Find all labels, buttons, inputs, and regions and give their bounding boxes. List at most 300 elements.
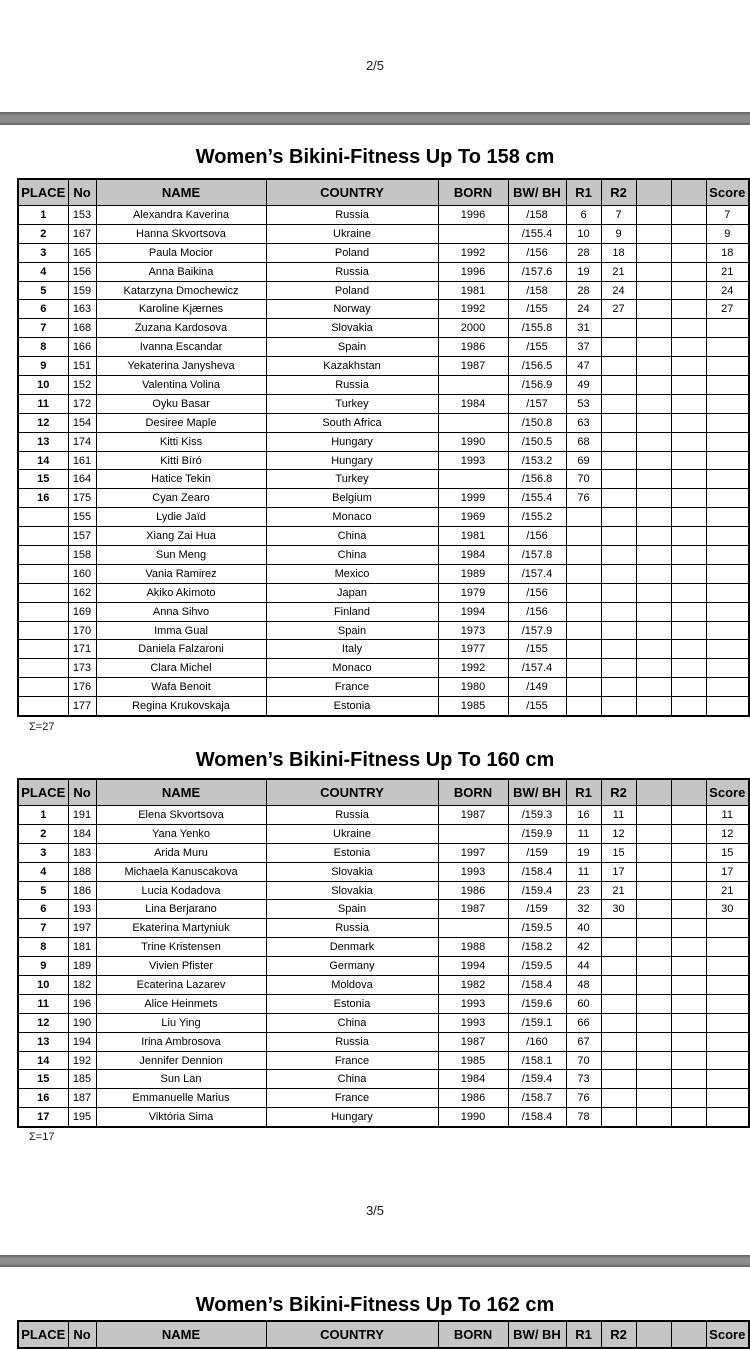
cell-blank <box>671 862 706 881</box>
table-row <box>18 1051 749 1070</box>
cell-score <box>706 994 749 1013</box>
cell-place <box>18 508 68 527</box>
cell-blank <box>671 243 706 262</box>
table-title-160: Women’s Bikini-Fitness Up To 160 cm <box>195 749 555 771</box>
cell-r2 <box>601 432 636 451</box>
cell-blank <box>671 976 706 995</box>
column-header-blank <box>671 779 706 806</box>
cell-country: Russia <box>266 206 438 225</box>
cell-place: 12 <box>18 413 68 432</box>
cell-blank <box>636 546 671 565</box>
cell-country: Estonia <box>266 697 438 716</box>
cell-bwbh: /160 <box>508 1032 566 1051</box>
cell-blank <box>636 583 671 602</box>
cell-blank <box>636 697 671 716</box>
cell-r1: 78 <box>566 1108 601 1127</box>
cell-born: 1973 <box>438 621 508 640</box>
cell-born: 1985 <box>438 1051 508 1070</box>
cell-place: 10 <box>18 376 68 395</box>
cell-country: Ukraine <box>266 824 438 843</box>
cell-born <box>438 824 508 843</box>
column-header-place: PLACE <box>18 179 68 206</box>
cell-score: 30 <box>706 900 749 919</box>
cell-born: 1987 <box>438 900 508 919</box>
cell-name: Kitti Bíró <box>96 451 266 470</box>
table-row <box>18 678 749 697</box>
cell-r2 <box>601 1070 636 1089</box>
cell-blank <box>671 697 706 716</box>
cell-country: Russia <box>266 262 438 281</box>
table-row <box>18 300 749 319</box>
column-header-bwbh: BW/ BH <box>508 1321 566 1348</box>
cell-country: Mexico <box>266 564 438 583</box>
cell-bwbh: /159.3 <box>508 806 566 825</box>
table-row <box>18 546 749 565</box>
cell-bwbh: /149 <box>508 678 566 697</box>
cell-name: Lucia Kodadova <box>96 881 266 900</box>
cell-born: 1986 <box>438 338 508 357</box>
cell-blank <box>636 508 671 527</box>
cell-blank <box>671 583 706 602</box>
cell-country: Denmark <box>266 938 438 957</box>
cell-blank <box>636 881 671 900</box>
cell-no: 194 <box>68 1032 96 1051</box>
cell-r1: 47 <box>566 357 601 376</box>
cell-r2: 9 <box>601 224 636 243</box>
cell-blank <box>636 413 671 432</box>
cell-r1: 24 <box>566 300 601 319</box>
cell-blank <box>636 262 671 281</box>
cell-r2 <box>601 1108 636 1127</box>
cell-born: 1989 <box>438 564 508 583</box>
cell-name: Emmanuelle Marius <box>96 1089 266 1108</box>
cell-country: China <box>266 1013 438 1032</box>
cell-blank <box>636 621 671 640</box>
table-row <box>18 602 749 621</box>
table-row <box>18 489 749 508</box>
table-row <box>18 413 749 432</box>
cell-born: 1984 <box>438 546 508 565</box>
cell-r2 <box>601 697 636 716</box>
cell-country: Japan <box>266 583 438 602</box>
cell-score <box>706 938 749 957</box>
results-table-158 <box>17 178 750 717</box>
cell-r1: 69 <box>566 451 601 470</box>
table-header-row <box>18 1321 749 1348</box>
cell-r2 <box>601 470 636 489</box>
cell-blank <box>671 206 706 225</box>
cell-r1: 53 <box>566 394 601 413</box>
cell-r1: 68 <box>566 432 601 451</box>
cell-name: Daniela Falzaroni <box>96 640 266 659</box>
cell-born: 1996 <box>438 262 508 281</box>
cell-score <box>706 957 749 976</box>
cell-blank <box>671 843 706 862</box>
cell-bwbh: /158.7 <box>508 1089 566 1108</box>
cell-place: 2 <box>18 224 68 243</box>
cell-name: Cyan Zearo <box>96 489 266 508</box>
cell-blank <box>671 881 706 900</box>
table-row <box>18 470 749 489</box>
column-header-blank <box>671 179 706 206</box>
cell-score: 24 <box>706 281 749 300</box>
cell-no: 195 <box>68 1108 96 1127</box>
cell-born: 1988 <box>438 938 508 957</box>
cell-r1: 70 <box>566 1051 601 1070</box>
cell-r2: 12 <box>601 824 636 843</box>
cell-name: Viktória Sima <box>96 1108 266 1127</box>
cell-blank <box>671 919 706 938</box>
cell-r2 <box>601 1013 636 1032</box>
cell-r2 <box>601 546 636 565</box>
cell-no: 176 <box>68 678 96 697</box>
cell-born: 1993 <box>438 862 508 881</box>
cell-country: Ukraine <box>266 224 438 243</box>
cell-no: 161 <box>68 451 96 470</box>
cell-blank <box>671 262 706 281</box>
cell-score: 9 <box>706 224 749 243</box>
cell-no: 157 <box>68 527 96 546</box>
cell-no: 163 <box>68 300 96 319</box>
cell-blank <box>636 919 671 938</box>
cell-name: Sun Meng <box>96 546 266 565</box>
cell-r1: 70 <box>566 470 601 489</box>
cell-score: 11 <box>706 806 749 825</box>
cell-r1: 19 <box>566 262 601 281</box>
cell-blank <box>671 1108 706 1127</box>
cell-born: 1984 <box>438 394 508 413</box>
cell-no: 175 <box>68 489 96 508</box>
cell-country: Russia <box>266 919 438 938</box>
cell-no: 164 <box>68 470 96 489</box>
cell-bwbh: /157.8 <box>508 546 566 565</box>
table-row <box>18 179 749 206</box>
column-header-score: Score <box>706 179 749 206</box>
cell-blank <box>636 564 671 583</box>
cell-bwbh: /159.5 <box>508 957 566 976</box>
column-header-name: NAME <box>96 179 266 206</box>
cell-no: 168 <box>68 319 96 338</box>
cell-blank <box>636 957 671 976</box>
cell-no: 193 <box>68 900 96 919</box>
cell-r1: 49 <box>566 376 601 395</box>
cell-blank <box>636 527 671 546</box>
cell-no: 166 <box>68 338 96 357</box>
cell-place <box>18 583 68 602</box>
sum-label: Σ=17 <box>29 1131 55 1143</box>
cell-r1 <box>566 697 601 716</box>
cell-r1 <box>566 527 601 546</box>
cell-blank <box>636 300 671 319</box>
cell-place: 14 <box>18 451 68 470</box>
cell-r1 <box>566 508 601 527</box>
cell-score <box>706 678 749 697</box>
cell-bwbh: /155.4 <box>508 489 566 508</box>
column-header-name: NAME <box>96 1321 266 1348</box>
cell-bwbh: /157.4 <box>508 564 566 583</box>
cell-blank <box>671 319 706 338</box>
cell-place: 15 <box>18 1070 68 1089</box>
cell-r1 <box>566 640 601 659</box>
cell-country: France <box>266 1089 438 1108</box>
cell-no: 192 <box>68 1051 96 1070</box>
cell-score <box>706 1013 749 1032</box>
cell-country: Monaco <box>266 659 438 678</box>
table-row <box>18 1089 749 1108</box>
cell-score <box>706 413 749 432</box>
table-row <box>18 697 749 716</box>
cell-place: 6 <box>18 300 68 319</box>
cell-score <box>706 1108 749 1127</box>
table-row <box>18 319 749 338</box>
cell-blank <box>671 224 706 243</box>
cell-blank <box>671 564 706 583</box>
column-header-place: PLACE <box>18 1321 68 1348</box>
cell-r1: 73 <box>566 1070 601 1089</box>
cell-name: Lina Berjarano <box>96 900 266 919</box>
column-header-place: PLACE <box>18 779 68 806</box>
cell-score: 21 <box>706 881 749 900</box>
cell-blank <box>671 1089 706 1108</box>
cell-bwbh: /158 <box>508 206 566 225</box>
cell-blank <box>671 957 706 976</box>
cell-place <box>18 697 68 716</box>
cell-blank <box>636 1089 671 1108</box>
page-number-top: 2/5 <box>365 58 385 73</box>
cell-blank <box>671 451 706 470</box>
cell-r1: 66 <box>566 1013 601 1032</box>
cell-bwbh: /159.6 <box>508 994 566 1013</box>
cell-r1 <box>566 621 601 640</box>
cell-country: Spain <box>266 900 438 919</box>
column-header-no: No <box>68 779 96 806</box>
cell-blank <box>636 357 671 376</box>
cell-place: 9 <box>18 957 68 976</box>
sum-label: Σ=27 <box>29 721 55 733</box>
cell-blank <box>671 994 706 1013</box>
column-header-no: No <box>68 1321 96 1348</box>
cell-r2: 11 <box>601 806 636 825</box>
cell-bwbh: /155 <box>508 697 566 716</box>
cell-place: 1 <box>18 206 68 225</box>
cell-score <box>706 338 749 357</box>
cell-country: Hungary <box>266 451 438 470</box>
cell-r2 <box>601 957 636 976</box>
table-row <box>18 432 749 451</box>
cell-blank <box>671 621 706 640</box>
cell-bwbh: /150.8 <box>508 413 566 432</box>
cell-name: Anna Sihvo <box>96 602 266 621</box>
cell-bwbh: /155.8 <box>508 319 566 338</box>
cell-score <box>706 919 749 938</box>
cell-no: 197 <box>68 919 96 938</box>
cell-blank <box>671 806 706 825</box>
cell-place: 13 <box>18 432 68 451</box>
cell-place: 10 <box>18 976 68 995</box>
cell-born: 1986 <box>438 881 508 900</box>
cell-born: 1994 <box>438 602 508 621</box>
cell-score <box>706 697 749 716</box>
table-row <box>18 357 749 376</box>
cell-place: 8 <box>18 938 68 957</box>
cell-r1 <box>566 546 601 565</box>
cell-r1: 67 <box>566 1032 601 1051</box>
cell-blank <box>636 976 671 995</box>
cell-blank <box>636 843 671 862</box>
column-header-score: Score <box>706 1321 749 1348</box>
cell-name: Trine Kristensen <box>96 938 266 957</box>
column-header-r1: R1 <box>566 1321 601 1348</box>
cell-r2 <box>601 659 636 678</box>
table-header-row <box>18 779 749 806</box>
table-row <box>18 824 749 843</box>
cell-score: 7 <box>706 206 749 225</box>
cell-bwbh: /157.4 <box>508 659 566 678</box>
cell-blank <box>671 394 706 413</box>
cell-born: 1977 <box>438 640 508 659</box>
cell-blank <box>636 824 671 843</box>
cell-bwbh: /159 <box>508 843 566 862</box>
table-row <box>18 1070 749 1089</box>
cell-score <box>706 640 749 659</box>
cell-r1: 11 <box>566 862 601 881</box>
cell-name: Akiko Akimoto <box>96 583 266 602</box>
cell-score <box>706 508 749 527</box>
cell-name: Vivien Pfister <box>96 957 266 976</box>
cell-no: 169 <box>68 602 96 621</box>
column-header-r2: R2 <box>601 179 636 206</box>
cell-r2 <box>601 678 636 697</box>
cell-blank <box>671 1070 706 1089</box>
cell-score <box>706 357 749 376</box>
cell-bwbh: /158.4 <box>508 976 566 995</box>
cell-blank <box>636 394 671 413</box>
cell-blank <box>636 224 671 243</box>
cell-born: 1984 <box>438 1070 508 1089</box>
cell-blank <box>671 432 706 451</box>
cell-blank <box>636 1108 671 1127</box>
table-row <box>18 564 749 583</box>
cell-country: Hungary <box>266 1108 438 1127</box>
cell-score <box>706 1070 749 1089</box>
cell-r2 <box>601 527 636 546</box>
cell-score <box>706 602 749 621</box>
cell-name: Regina Krukovskaja <box>96 697 266 716</box>
cell-score <box>706 546 749 565</box>
cell-born: 1985 <box>438 697 508 716</box>
cell-name: Clara Michel <box>96 659 266 678</box>
cell-bwbh: /155 <box>508 640 566 659</box>
cell-blank <box>671 413 706 432</box>
cell-r2 <box>601 357 636 376</box>
cell-born: 1990 <box>438 1108 508 1127</box>
cell-blank <box>671 489 706 508</box>
cell-r1: 11 <box>566 824 601 843</box>
cell-score <box>706 451 749 470</box>
cell-no: 174 <box>68 432 96 451</box>
cell-country: Estonia <box>266 843 438 862</box>
cell-no: 181 <box>68 938 96 957</box>
cell-name: Yekaterina Janysheva <box>96 357 266 376</box>
cell-name: Lydie Jaïd <box>96 508 266 527</box>
cell-no: 158 <box>68 546 96 565</box>
cell-r2: 7 <box>601 206 636 225</box>
cell-place: 11 <box>18 394 68 413</box>
cell-name: Anna Baikina <box>96 262 266 281</box>
results-table-160 <box>17 778 750 1128</box>
cell-country: Slovakia <box>266 881 438 900</box>
cell-name: Wafa Benoit <box>96 678 266 697</box>
cell-country: France <box>266 678 438 697</box>
cell-blank <box>671 659 706 678</box>
cell-score <box>706 319 749 338</box>
cell-bwbh: /159.9 <box>508 824 566 843</box>
cell-country: Spain <box>266 621 438 640</box>
cell-place: 16 <box>18 489 68 508</box>
cell-score <box>706 1032 749 1051</box>
cell-place: 7 <box>18 319 68 338</box>
table-row <box>18 338 749 357</box>
cell-blank <box>636 678 671 697</box>
cell-no: 186 <box>68 881 96 900</box>
cell-country: Russia <box>266 806 438 825</box>
cell-place <box>18 564 68 583</box>
cell-born: 1997 <box>438 843 508 862</box>
cell-blank <box>636 281 671 300</box>
cell-name: Valentina Volina <box>96 376 266 395</box>
cell-score <box>706 489 749 508</box>
table-body <box>18 206 749 717</box>
cell-r1: 32 <box>566 900 601 919</box>
cell-country: Germany <box>266 957 438 976</box>
cell-no: 167 <box>68 224 96 243</box>
cell-r1: 60 <box>566 994 601 1013</box>
cell-no: 191 <box>68 806 96 825</box>
cell-r1: 19 <box>566 843 601 862</box>
cell-r1: 63 <box>566 413 601 432</box>
column-header-bwbh: BW/ BH <box>508 179 566 206</box>
cell-place: 3 <box>18 843 68 862</box>
cell-place: 1 <box>18 806 68 825</box>
table-row <box>18 583 749 602</box>
cell-r2 <box>601 338 636 357</box>
cell-r1: 23 <box>566 881 601 900</box>
cell-bwbh: /153.2 <box>508 451 566 470</box>
cell-bwbh: /156 <box>508 602 566 621</box>
cell-bwbh: /159.1 <box>508 1013 566 1032</box>
cell-place: 5 <box>18 281 68 300</box>
cell-no: 172 <box>68 394 96 413</box>
table-row <box>18 779 749 806</box>
column-header-blank <box>671 1321 706 1348</box>
cell-score <box>706 470 749 489</box>
cell-score: 12 <box>706 824 749 843</box>
cell-name: Ivanna Escandar <box>96 338 266 357</box>
cell-country: Russia <box>266 376 438 395</box>
cell-born: 1979 <box>438 583 508 602</box>
table-row <box>18 262 749 281</box>
cell-place: 13 <box>18 1032 68 1051</box>
cell-country: Slovakia <box>266 862 438 881</box>
cell-score: 27 <box>706 300 749 319</box>
cell-score <box>706 432 749 451</box>
cell-place: 15 <box>18 470 68 489</box>
cell-score <box>706 659 749 678</box>
cell-born <box>438 470 508 489</box>
cell-name: Karoline Kjærnes <box>96 300 266 319</box>
cell-no: 196 <box>68 994 96 1013</box>
cell-r1 <box>566 602 601 621</box>
